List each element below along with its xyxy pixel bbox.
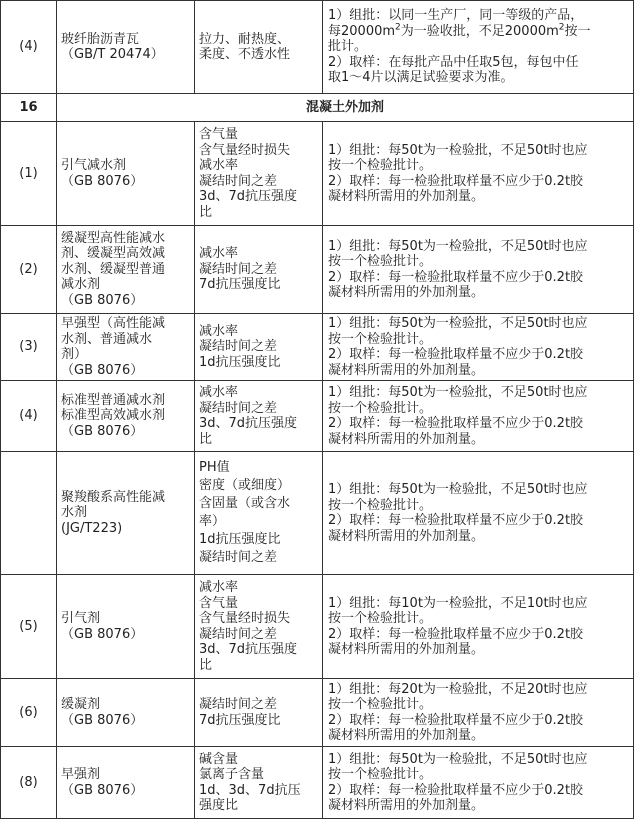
param-line: 7d抗压强度比 xyxy=(199,277,281,293)
param-line: 1d抗压强度比 xyxy=(199,532,281,547)
test-params-cell xyxy=(195,452,323,575)
param-line: 拉力、耐热度、 xyxy=(199,31,291,47)
item-name-cell xyxy=(57,679,195,747)
rule-line: 2）取样：每一检验批取样量不应少于0.2t胶 xyxy=(328,416,584,431)
param-line: 减水率 xyxy=(199,323,239,339)
item-name-cell xyxy=(57,122,195,226)
table-row xyxy=(1,314,634,381)
item-line: （GB 8076） xyxy=(61,423,144,439)
param-line: 减水率 xyxy=(199,246,239,262)
param-line: 柔度、不透水性 xyxy=(199,47,291,62)
rule-line: 1）组批：每50t为一检验批，不足50t时也应 xyxy=(328,751,588,767)
item-line: 水剂 xyxy=(61,505,88,521)
item-name-cell xyxy=(57,575,195,679)
rule-line: 按一个检验批计。 xyxy=(328,331,433,347)
test-params-cell xyxy=(195,226,323,314)
row-number: (4) xyxy=(1,381,57,452)
rule-line: 2）取样：在每批产品中任取5包，每包中任 xyxy=(328,54,579,70)
rule-line: 按一个检验批计。 xyxy=(328,497,433,513)
rule-line: 凝材料所需用的外加剂量。 xyxy=(328,528,485,544)
item-name-cell xyxy=(57,381,195,452)
test-params-cell xyxy=(195,1,323,94)
item-line: 玻纤胎沥青瓦 xyxy=(61,31,140,47)
item-line: 标准型普通减水剂 xyxy=(61,392,166,408)
param-line: 率） xyxy=(199,514,226,529)
item-line: 早强剂 xyxy=(61,767,101,782)
rule-line xyxy=(328,24,629,40)
param-line: 凝结时间之差 xyxy=(199,400,278,416)
param-line: 碱含量 xyxy=(199,751,239,767)
sampling-rule-cell xyxy=(323,575,634,679)
table-row xyxy=(1,575,634,679)
row-number: (1) xyxy=(1,122,57,226)
row-number: (2) xyxy=(1,226,57,314)
rule-line: 凝材料所需用的外加剂量。 xyxy=(328,362,485,378)
rule-line: 1）组批：每10t为一检验批，不足10t时也应 xyxy=(328,595,588,611)
param-line: 减水率 xyxy=(199,580,239,595)
item-line: （GB 8076） xyxy=(61,712,144,728)
param-line: 强度比 xyxy=(199,798,239,813)
section-number: 16 xyxy=(1,94,57,122)
test-params-cell xyxy=(195,381,323,452)
item-name-cell xyxy=(57,1,195,94)
item-line: (JG/T223) xyxy=(61,520,123,536)
row-number: (6) xyxy=(1,679,57,747)
rule-line: 2）取样：每一检验批取样量不应少于0.2t胶 xyxy=(328,173,584,189)
row-number: (4) xyxy=(1,1,57,94)
table-row xyxy=(1,452,634,575)
sampling-rule-cell xyxy=(323,679,634,747)
param-line: 减水率 xyxy=(199,385,239,400)
param-line: 凝结时间之差 xyxy=(199,173,278,189)
param-line: 3d、7d抗压强度 xyxy=(199,416,298,431)
param-line: 比 xyxy=(199,431,213,447)
rule-line: 凝材料所需用的外加剂量。 xyxy=(328,728,485,743)
param-line: 3d、7d抗压强度 xyxy=(199,642,298,657)
rule-line: 取1～4片以满足试验要求为准。 xyxy=(328,70,514,86)
item-line: 剂、缓凝型高效减 xyxy=(61,246,166,262)
param-line: 密度（或细度） xyxy=(199,478,291,493)
param-line: 凝结时间之差 xyxy=(199,626,278,642)
rule-line: 1）组批：以同一生产厂，同一等级的产品， xyxy=(328,8,584,24)
superscript: 2 xyxy=(395,22,401,33)
row-number: (5) xyxy=(1,575,57,679)
param-line: 比 xyxy=(199,657,213,673)
rule-line: 凝材料所需用的外加剂量。 xyxy=(328,798,485,813)
item-line: （GB 8076） xyxy=(61,626,144,642)
item-line: （GB 8076） xyxy=(61,292,144,308)
param-line: 7d抗压强度比 xyxy=(199,712,281,728)
rule-line: 凝材料所需用的外加剂量。 xyxy=(328,642,485,657)
param-line: 含固量（或含水 xyxy=(199,496,291,511)
rule-line: 按一个检验批计。 xyxy=(328,158,433,173)
item-line: 缓凝型高性能减水 xyxy=(61,230,166,246)
item-line: （GB 8076） xyxy=(61,782,144,798)
param-line: 含气量 xyxy=(199,127,239,142)
rule-line: 凝材料所需用的外加剂量。 xyxy=(328,285,485,300)
rule-line: 1）组批：每20t为一检验批，不足20t时也应 xyxy=(328,681,588,697)
param-line: 含气量 xyxy=(199,595,239,611)
rule-line: 2）取样：每一检验批取样量不应少于0.2t胶 xyxy=(328,269,584,285)
sampling-rule-cell xyxy=(323,226,634,314)
item-line: 早强型（高性能减 xyxy=(61,316,166,331)
item-name-cell xyxy=(57,314,195,381)
rule-line: 2）取样：每一检验批取样量不应少于0.2t胶 xyxy=(328,782,584,798)
superscript: 2 xyxy=(558,22,565,33)
param-line: 凝结时间之差 xyxy=(199,550,278,565)
rule-line: 按一个检验批计。 xyxy=(328,254,433,269)
rule-line: 2）取样：每一检验批取样量不应少于0.2t胶 xyxy=(328,347,584,362)
rule-line: 1）组批：每50t为一检验批，不足50t时也应 xyxy=(328,316,588,331)
param-line: 3d、7d抗压强度 xyxy=(199,189,298,204)
item-line: 水剂、缓凝型普通 xyxy=(61,261,166,277)
test-params-cell xyxy=(195,575,323,679)
rule-line: 按一个检验批计。 xyxy=(328,767,433,782)
test-params-cell xyxy=(195,747,323,819)
test-params-cell xyxy=(195,679,323,747)
sampling-rule-cell xyxy=(323,314,634,381)
rule-line: 按一个检验批计。 xyxy=(328,611,433,626)
row-number xyxy=(1,452,57,575)
item-line: 减水剂 xyxy=(61,277,101,293)
item-line: 缓凝剂 xyxy=(61,697,101,712)
sampling-rule-cell xyxy=(323,452,634,575)
param-line: 凝结时间之差 xyxy=(199,339,278,355)
rule-line: 批计。 xyxy=(328,39,368,55)
section-title: 混凝土外加剂 xyxy=(57,94,634,122)
param-line: 1d抗压强度比 xyxy=(199,354,281,370)
item-name-cell xyxy=(57,747,195,819)
rule-line: 1）组批：每50t为一检验批，不足50t时也应 xyxy=(328,482,588,497)
param-line: 凝结时间之差 xyxy=(199,261,278,277)
sampling-rule-cell xyxy=(323,1,634,94)
table-row xyxy=(1,122,634,226)
rule-line: 凝材料所需用的外加剂量。 xyxy=(328,189,485,204)
section-header-row xyxy=(1,94,634,122)
table-row xyxy=(1,381,634,452)
test-params-cell xyxy=(195,122,323,226)
item-line: 剂） xyxy=(61,347,88,362)
item-name-cell xyxy=(57,226,195,314)
param-line: PH值 xyxy=(199,460,230,475)
row-number: (8) xyxy=(1,747,57,819)
item-line: 引气剂 xyxy=(61,611,101,626)
row-number: (3) xyxy=(1,314,57,381)
rule-text: 每20000m xyxy=(328,23,396,39)
item-line: （GB/T 20474） xyxy=(61,47,164,62)
rule-line: 1）组批：每50t为一检验批，不足50t时也应 xyxy=(328,385,588,400)
rule-line: 凝材料所需用的外加剂量。 xyxy=(328,431,485,447)
item-line: 引气减水剂 xyxy=(61,158,127,173)
param-line: 减水率 xyxy=(199,158,239,173)
param-line: 1d、3d、7d抗压 xyxy=(199,782,301,798)
table-row xyxy=(1,1,634,94)
item-line: （GB 8076） xyxy=(61,362,144,378)
param-line: 含气量经时损失 xyxy=(199,611,291,626)
item-line: 标准型高效减水剂 xyxy=(61,408,166,424)
rule-line: 1）组批：每50t为一检验批，不足50t时也应 xyxy=(328,238,588,254)
table-row xyxy=(1,747,634,819)
sampling-rule-cell xyxy=(323,122,634,226)
param-line: 氯离子含量 xyxy=(199,767,265,782)
table-row xyxy=(1,226,634,314)
item-line: 聚羧酸系高性能减 xyxy=(61,489,166,505)
table-row xyxy=(1,679,634,747)
item-line: 水剂、普通减水 xyxy=(61,331,153,347)
rule-text: 按一 xyxy=(564,23,591,39)
sampling-rule-cell xyxy=(323,747,634,819)
rule-line: 按一个检验批计。 xyxy=(328,400,433,416)
item-name-cell xyxy=(57,452,195,575)
rule-line: 2）取样：每一检验批取样量不应少于0.2t胶 xyxy=(328,712,584,728)
rule-text: 为一验收批，不足20000m xyxy=(400,23,559,39)
test-params-cell xyxy=(195,314,323,381)
sampling-rule-cell xyxy=(323,381,634,452)
rule-line: 2）取样：每一检验批取样量不应少于0.2t胶 xyxy=(328,513,584,528)
rule-line: 2）取样：每一检验批取样量不应少于0.2t胶 xyxy=(328,626,584,642)
item-line: （GB 8076） xyxy=(61,173,144,189)
rule-line: 1）组批：每50t为一检验批，不足50t时也应 xyxy=(328,142,588,158)
param-line: 比 xyxy=(199,204,213,220)
param-line: 含气量经时损失 xyxy=(199,142,291,158)
rule-line: 按一个检验批计。 xyxy=(328,697,433,712)
param-line: 凝结时间之差 xyxy=(199,697,278,712)
